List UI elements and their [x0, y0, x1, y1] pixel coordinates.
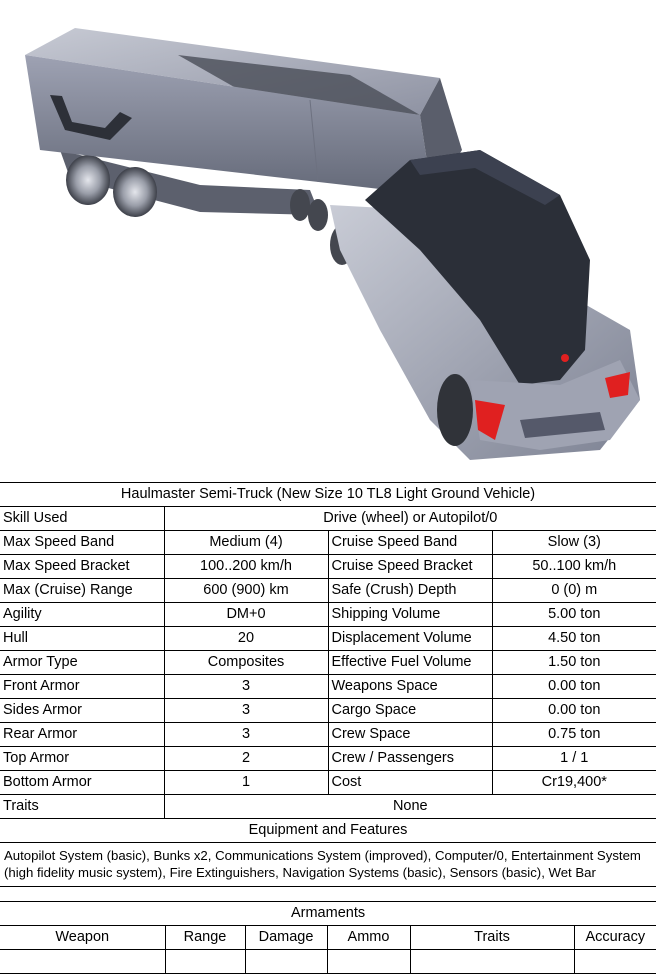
column-header-damage: Damage [245, 926, 327, 950]
stat-label: Armor Type [0, 651, 164, 675]
stat-label: Rear Armor [0, 723, 164, 747]
vehicle-title: Haulmaster Semi-Truck (New Size 10 TL8 Light Ground Vehicle) [0, 483, 656, 507]
stat-label: Max (Cruise) Range [0, 579, 164, 603]
stat-value: Medium (4) [164, 531, 328, 555]
armaments-header: Armaments [0, 902, 656, 926]
stat-value: 3 [164, 675, 328, 699]
stat-label: Top Armor [0, 747, 164, 771]
stat-label: Bottom Armor [0, 771, 164, 795]
equipment-list: Autopilot System (basic), Bunks x2, Communications System (improved), Computer/0, Entertainment System (high fidelity music system), Fire Extinguishers, Navigation Systems (basic), Sensors (basic), Wet Bar [0, 843, 656, 887]
stat-value: 0.75 ton [492, 723, 656, 747]
stat-row [0, 747, 656, 771]
stat-value: 4.50 ton [492, 627, 656, 651]
stat-value: Cr19,400* [492, 771, 656, 795]
stat-row [0, 699, 656, 723]
stat-label: Crew / Passengers [328, 747, 492, 771]
stat-label: Safe (Crush) Depth [328, 579, 492, 603]
stat-value: 1 / 1 [492, 747, 656, 771]
stat-value: 1 [164, 771, 328, 795]
traits-value: None [164, 795, 656, 819]
stat-label: Effective Fuel Volume [328, 651, 492, 675]
equipment-table [0, 818, 656, 887]
stat-value: 5.00 ton [492, 603, 656, 627]
stat-value: 2 [164, 747, 328, 771]
vehicle-stats-table [0, 482, 656, 819]
equipment-header: Equipment and Features [0, 819, 656, 843]
stat-row [0, 627, 656, 651]
stat-value: Composites [164, 651, 328, 675]
stat-row [0, 579, 656, 603]
stat-value: 3 [164, 699, 328, 723]
stat-value: 100..200 km/h [164, 555, 328, 579]
column-header-range: Range [165, 926, 245, 950]
column-header-ammo: Ammo [327, 926, 410, 950]
stat-label: Displacement Volume [328, 627, 492, 651]
stat-label: Max Speed Bracket [0, 555, 164, 579]
stat-value: Slow (3) [492, 531, 656, 555]
stat-label: Max Speed Band [0, 531, 164, 555]
stat-value: 1.50 ton [492, 651, 656, 675]
stat-value: 3 [164, 723, 328, 747]
stat-value: 600 (900) km [164, 579, 328, 603]
stat-label: Front Armor [0, 675, 164, 699]
stat-row [0, 651, 656, 675]
stat-label: Shipping Volume [328, 603, 492, 627]
column-header-weapon: Weapon [0, 926, 165, 950]
semi-truck-illustration [0, 0, 656, 480]
stat-value: 0.00 ton [492, 699, 656, 723]
armaments-table [0, 901, 656, 974]
stat-label: Agility [0, 603, 164, 627]
traits-label: Traits [0, 795, 164, 819]
stat-value: 0.00 ton [492, 675, 656, 699]
stat-row [0, 603, 656, 627]
column-header-traits: Traits [410, 926, 574, 950]
stat-label: Sides Armor [0, 699, 164, 723]
stat-label: Cargo Space [328, 699, 492, 723]
column-header-accuracy: Accuracy [574, 926, 656, 950]
stat-value: 50..100 km/h [492, 555, 656, 579]
stat-value: DM+0 [164, 603, 328, 627]
skill-label: Skill Used [0, 507, 164, 531]
stat-row [0, 723, 656, 747]
stat-label: Crew Space [328, 723, 492, 747]
stat-row [0, 675, 656, 699]
stat-value: 20 [164, 627, 328, 651]
stat-label: Cost [328, 771, 492, 795]
skill-value: Drive (wheel) or Autopilot/0 [164, 507, 656, 531]
stat-label: Weapons Space [328, 675, 492, 699]
stat-row [0, 531, 656, 555]
stat-label: Cruise Speed Band [328, 531, 492, 555]
stat-row [0, 771, 656, 795]
stat-label: Hull [0, 627, 164, 651]
stat-value: 0 (0) m [492, 579, 656, 603]
stat-label: Cruise Speed Bracket [328, 555, 492, 579]
stat-row [0, 555, 656, 579]
